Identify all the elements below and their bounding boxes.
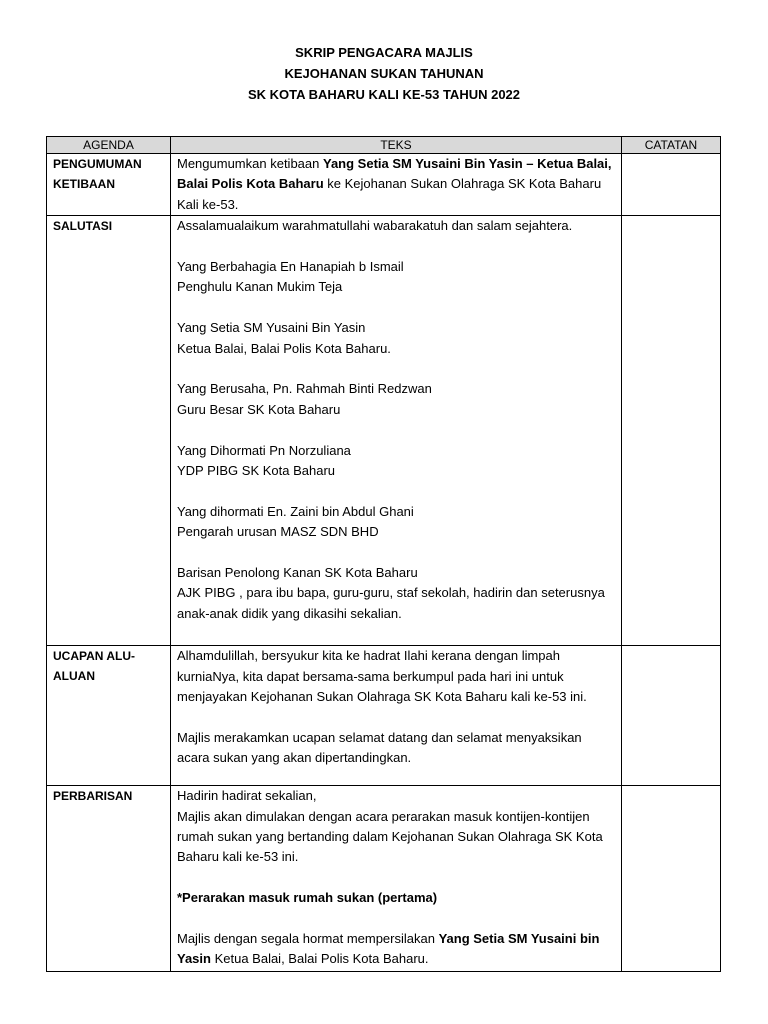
event-title: KEJOHANAN SUKAN TAHUNAN xyxy=(284,66,484,81)
agenda-label: KETIBAAN xyxy=(53,177,115,191)
salutation-name: Yang Berusaha, Pn. Rahmah Binti Redzwan xyxy=(177,381,432,397)
catatan-cell xyxy=(622,154,721,216)
catatan-cell xyxy=(622,786,721,972)
event-subtitle: SK KOTA BAHARU KALI KE-53 TAHUN 2022 xyxy=(247,87,521,102)
teks-cell xyxy=(171,154,622,216)
greeting-line: Assalamualaikum warahmatullahi wabarakatuh dan salam sejahtera. xyxy=(177,218,573,234)
text-segment: ke Kejohanan Sukan Olahraga SK Kota Baharu Kali ke-53. xyxy=(177,176,602,212)
column-header-agenda: AGENDA xyxy=(47,137,171,154)
salutation-audience: AJK PIBG , para ibu bapa, guru-guru, staf sekolah, hadirin dan seterusnya anak-anak didik yang dikasihi sekalian. xyxy=(177,585,605,621)
agenda-cell xyxy=(47,216,171,646)
welcome-paragraph: Majlis merakamkan ucapan selamat datang dan selamat menyaksikan acara sukan yang akan dipertandingkan. xyxy=(177,729,582,766)
agenda-cell xyxy=(47,154,171,216)
parade-instruction xyxy=(177,888,615,908)
salutation-title: Guru Besar SK Kota Baharu xyxy=(177,401,341,417)
teks-cell xyxy=(171,216,622,646)
guest-of-honour: Yang Setia SM Yusaini Bin Yasin – Ketua Balai, Balai Polis Kota Baharu xyxy=(177,156,612,192)
welcome-paragraph: Alhamdulillah, bersyukur kita ke hadrat Ilahi kerana dengan limpah kurniaNya, kita dapat bersama-sama berkumpul pada hari ini untuk menjayakan Kejohanan Sukan Olahraga SK Kota Baharu kali ke-53 ini. xyxy=(177,648,587,705)
column-header-teks: TEKS xyxy=(171,137,622,154)
salutation-name: Yang Setia SM Yusaini Bin Yasin xyxy=(177,320,366,336)
salutation-name: Yang dihormati En. Zaini bin Abdul Ghani xyxy=(177,503,414,519)
text-segment: Mengumumkan ketibaan xyxy=(177,156,323,171)
table-row-pengumuman xyxy=(47,154,721,216)
parade-paragraph: Majlis akan dimulakan dengan acara perarakan masuk kontijen-kontijen rumah sukan yang bertanding dalam Kejohanan Sukan Olahraga SK Kota Baharu kali ke-53 ini. xyxy=(177,808,603,865)
table-row-perbarisan xyxy=(47,786,721,972)
agenda-label: UCAPAN ALU- xyxy=(53,649,135,664)
catatan-cell xyxy=(622,646,721,786)
table-row-salutasi xyxy=(47,216,721,646)
agenda-label: PENGUMUMAN xyxy=(53,157,142,171)
parade-instruction-text: *Perarakan masuk rumah sukan (pertama) xyxy=(177,890,438,906)
script-table xyxy=(46,136,721,972)
text-segment: Ketua Balai, Balai Polis Kota Baharu. xyxy=(210,951,429,967)
salutation-name: Yang Berbahagia En Hanapiah b Ismail xyxy=(177,259,404,275)
guest-of-honour: Yang Setia SM Yusaini bin Yasin xyxy=(177,931,600,967)
salutation-title: Penghulu Kanan Mukim Teja xyxy=(177,279,343,295)
salutation-title: YDP PIBG SK Kota Baharu xyxy=(177,463,336,479)
text-segment: Majlis dengan segala hormat mempersilakan xyxy=(177,931,439,947)
catatan-cell xyxy=(622,216,721,646)
agenda-label: SALUTASI xyxy=(53,219,113,234)
salutation-title: Ketua Balai, Balai Polis Kota Baharu. xyxy=(177,340,391,356)
column-header-catatan: CATATAN xyxy=(622,137,721,154)
announcement-text xyxy=(177,154,615,215)
agenda-label: PERBARISAN xyxy=(53,789,133,804)
salutation-title: Pengarah urusan MASZ SDN BHD xyxy=(177,524,379,540)
teks-cell xyxy=(171,646,622,786)
table-header-row xyxy=(47,137,721,154)
teks-cell xyxy=(171,786,622,972)
document-header xyxy=(0,42,768,105)
address-line: Hadirin hadirat sekalian, xyxy=(177,788,317,804)
document-title: SKRIP PENGACARA MAJLIS xyxy=(295,45,473,60)
agenda-cell xyxy=(47,646,171,786)
salutation-name: Yang Dihormati Pn Norzuliana xyxy=(177,442,351,458)
invitation-paragraph xyxy=(177,929,615,970)
agenda-cell xyxy=(47,786,171,972)
table-row-ucapan xyxy=(47,646,721,786)
salutation-name: Barisan Penolong Kanan SK Kota Baharu xyxy=(177,565,418,581)
agenda-label: ALUAN xyxy=(53,669,95,684)
